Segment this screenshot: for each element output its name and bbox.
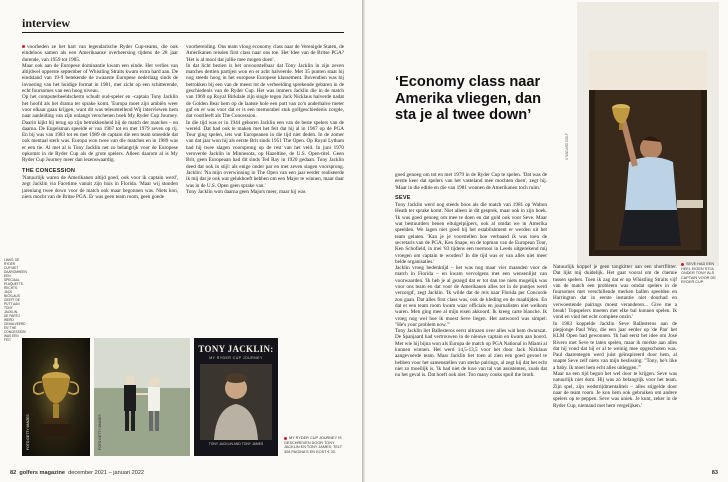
paragraph bbox=[22, 44, 178, 63]
book-title: TONY JACKLIN: bbox=[198, 344, 274, 354]
paragraph: Tony Jacklin werd nog steeds boos als die match van 1981 op Walton Heath ter sprake komt. Niet alleen in dit gesprek, maar ook in zijn boek. 'Ik was goed genoeg om mee te doen en dat gold ook voor Seve. Maar wat bestuurders benen eltuigelpijpers, ook al omdat we in Amerika speelden. We lagen niet goed bij het establishment er werden uit het team gelaten. 'Kan je je voorstellen hoe verbaasd ik was toen de secretaris van de PGA, Ken Snape, en de topman van de European Tour, Ken Schofield, in mei '83 tijdens een toernooi in Leeds uitgerekend mij vroegen om captain te worden? In die tijd was er van alles niet meer belde organisaties.' bbox=[395, 202, 547, 265]
trophy-icon bbox=[22, 338, 90, 456]
paragraph: Jacklin vroeg bedenktijd – het was nog maar vier maanden voor de match in Florida – en kwam vervolgens met een wensenlijst van voorwaarden. 'Ik heb je al gezegd dat er tot dan toe niets mogelijk was voor ons team en dat voor de Amerikanen alles tot in de puntjes werd verzorgd', zegt Jacklin. 'Ik wilde dat de reis naar Florida per Concorde zou gaan. Dat alles first class was, ook de kleding en de maaltijden. En dat er een team room kwam waar officials en journalisten niet welkom waren. Men ging mee al mijn eisen akkoord. Ik kreeg carte blanche. Ik vroeg nog wel hoe ik moest Seve liegen. Het antwoord was simpel: "He's your problem now."' bbox=[395, 265, 547, 328]
section-rule bbox=[22, 32, 344, 33]
left-side-caption: LINKS: DE RYDER CUP MET DAAROMHEEN EEN SPECIAAL PLAQUETTE. RECHTS: JACK NICKLAUS GEEFT DE PUTT AAN TONY JACKLIN. DE PARTIJ WERD GEHALVEERD EN 'THE CONCESSION' WAS EEN FEIT. bbox=[4, 258, 27, 342]
caption-bullet-icon bbox=[681, 263, 684, 266]
paragraph: 'Natuurlijk waren de Amerikanen altijd goed, ook voor ik captain werd', zegt Jacklin via Facetime vanuit zijn huis in Florida. 'Maar wij stonden jarenlang twee down voor de match ook maar begonnen was. Niets kon, niets mocht van de Britse PGA. Er was geen team room, geen goede bbox=[22, 174, 178, 200]
paragraph: Op het computerbeeldscherm schudt oud-speler en -captain Tony Jacklin het hoofd als het drama ter sprake komt. 'Europa moet zijn ambiën weer voor elkaar gaan krijgen, want dit was teleurstellend Wij interviewen hem naar aanleiding van zijn onlangs verschenen boek My Ryder Cup Journey. Daarin kijkt hij terug op zijn betrokkenheid bij de match der matches – en daarna. De Engelsman speelde er van 1967 tot en met 1979 zeven op rij. En bij was van 1983 tot en met 1989 de captain die een team smeedde dat ook mentaal sterk was. Europa won twee van die matches en in 1989 was er een tie. Al met al is Tony Jacklin net zo belangrijk voor de Europese opkomst in de Ryder Cup als de grote spelers. Alleen daarom al is My Ryder Cup Journey meer dan lezenswaardig. bbox=[22, 94, 178, 164]
paragraph: Natuurlijk koppel je geen tongkitter aan een shortflitter. Dat lijkt mij duidelijk. Het gaat vooral om de chemie tussen spelers. Toen ik zag dat er op Whistling Straits vijf van de match een probleem was omdat spelers in de foursomes met verschillende merken ballen speelden en Harrington dat in eerste instantie niet doorhad en verwoestende pairings moest veranderen... Give me a break! Topspelers moeten met elke bal kunnen spelen. Ik vond en vind het echt complete onzin.' bbox=[553, 264, 677, 321]
paragraph: Maar ook aan de Europese dominantie kwam een einde. Het verlies van altijdwel opperste september of Whistling Straits kwam extra hard aan. De eindstand van 19-9 betekende de zwaarste Europese nederlaag sinds de invoering van het huidige format in 1981, met zicht op een schitterende, echt foursomes van een hoog niveau. bbox=[22, 62, 178, 95]
page-number: 82 bbox=[10, 470, 17, 476]
book-cover bbox=[194, 338, 278, 456]
magazine-name: golfers magazine bbox=[19, 470, 66, 476]
left-column-1 bbox=[22, 44, 178, 200]
subhead-concession: THE CONCESSION bbox=[22, 167, 76, 174]
book-subtitle: MY RYDER CUP JOURNEY bbox=[209, 356, 263, 360]
left-page bbox=[0, 0, 363, 482]
seve-photo-frame bbox=[577, 2, 719, 266]
paragraph-text: voorheden ze het hart van legendarische Ryder Cup-teams, die ook eindeloos samen als een Amerikaanse overheersing tijdens de 28 jaar durende, van 1959 tot 1985. bbox=[22, 44, 178, 63]
paragraph: goed genoeg om tot en met 1979 in de Ryder Cup te spelen. 'Dat was de eerste keer dat spelers van het vasteland mee mochten doen', zegt hij. 'Maar in die editie en die van 1981 wonnen de Amerikanen toch ruim.' bbox=[395, 172, 547, 191]
golfers-handshake-icon bbox=[94, 338, 190, 456]
paragraph: Maar na een tijd begon het wel door te krijgen. Seve was natuurlijk niet dom. Hij was zó belangrijk voor het team. Zijn spel, zijn wedstrijdmentaliteit – alles stijgelde door naar de team room. Je kon hem ook gebruiken om andere spelers op te peppen. Seve was uniek. Je kunt, zeker in de Ryder Cup, niemand met hem vergelijken.' bbox=[553, 371, 677, 409]
paragraph: voorbereiding. Ons team vloog economy class naar de Verenigde Staten, de Amerikanen reisden first class naar ons toe. Het Idee van de Britse PGA? 'Het is al mooi dat jullie mee mogen doen'. bbox=[186, 44, 344, 63]
photo-strip bbox=[22, 338, 344, 456]
paragraph: In dat licht bezien is het onvoorstelbaar dat Tony Jacklin in zijn zeven matches dertien partijen won en er acht halveerde. Met 35 punten staat hij nog steeds hoog in het europese Europese klassement. Bovendien was hij betrokken bij een van de meest tot de verbeelding sprekende gebaren in de geschiedenis van de Ryder Cup. Het was immers Jacklin die in de match van 1969 op Royal Birkdale zijn single tegen Jack Nicklaus halverde nadat de Golden Bear hem op de laatste hole een putt van zo'n anderhalve meter gaf en er was voor dat er is een memorabel stuk golfgeschiedenis zorgde, dat voortleeft als The Concession. bbox=[186, 62, 344, 120]
left-column-2 bbox=[186, 44, 344, 195]
pull-quote-headline: ‘Economy class naar Amerika vliegen, dan sta je al twee down’ bbox=[395, 74, 541, 124]
folio-left bbox=[10, 470, 144, 476]
lead-bullet-icon bbox=[22, 45, 25, 48]
book-caption bbox=[284, 436, 346, 454]
right-column-1 bbox=[395, 172, 547, 379]
folio-right bbox=[712, 470, 718, 476]
seve-photo-caption bbox=[681, 262, 721, 285]
photo-credit: STANDARD GOLF bbox=[565, 133, 569, 160]
section-tag: interview bbox=[22, 16, 70, 30]
book-caption-text: MY RYDER CUP JOURNEY IS GESCHREVEN DOOR TONY JACKLIN EN TONY JAMES, TELT 328 PAGINA'S EN KOST € 30. bbox=[284, 436, 343, 454]
book-author: TONY JACKLIN AND TONY JAMES bbox=[208, 442, 264, 446]
photo-credit: FOTO GETTY IMAGES bbox=[98, 414, 102, 450]
right-page bbox=[365, 0, 728, 482]
seve-caption-text: SEVE HAD EEN HEEL EIGEN STIJL ONDER TONY ALS CAPTAIN VOOR DE RYDER CUP. bbox=[681, 262, 716, 285]
golfer-portrait-icon bbox=[200, 364, 272, 440]
subhead-seve: SEVE bbox=[395, 194, 411, 201]
paragraph: In 1983 koppelde Jacklin Seve Ballesteros aan de piepjonge Paul Way, die een jaar eerder op 'de Pan' het KLM Open had gewonnen. 'Ik had eerst het idee om José Rivero met Seve te laten spelen, maar ik merkte aan alles dat hij vond dat hij er al te weinig mee opgeschoten was. Paul daarentegen werd juist geïnspireerd door hem, al snapte Seve zelf niets van mijn beslissing: "Tony, he's like a baby. Ik moet hem echt alles uitleggen."' bbox=[553, 320, 677, 371]
page-number: 83 bbox=[711, 470, 718, 476]
paragraph: Tony Jacklin liet Ballesteros eerst uitrazen over alles wat hem dwarszat. De Spanjaard had vertrouwen in de nieuwe captain en kwam aan boord. Met wie hij bijna won als Europa de match op PGA National in Miami al kunnen winnen. Het werd 14,5-13,5 voor het door Jack Nicklaus aangevoerde team. Maar Jacklin liet toen al zien een goed gevoel te hebben voor het samenstellen van sterke pairings, al zegt hij dat het echt niet zo moeilijk is. 'Ik had niet de luxe van tal van assistenten, zoals dat nu het geval is. Dat hoeft ook niet. Too many cooks spoil the broth. bbox=[395, 328, 547, 379]
golfer-with-trophy-icon bbox=[589, 50, 707, 256]
caption-bullet-icon bbox=[284, 437, 287, 440]
concession-photo bbox=[94, 338, 190, 456]
photo-credit: FOTO GETTY IMAGES bbox=[26, 414, 30, 450]
right-column-2 bbox=[553, 264, 677, 409]
paragraph: Tony Jacklin won daarna geen Majors meer, maar hij was bbox=[186, 188, 306, 195]
ryder-cup-photo bbox=[22, 338, 90, 456]
seve-photo bbox=[589, 50, 707, 256]
issue-date: december 2021 – januari 2022 bbox=[68, 470, 145, 476]
paragraph: In die tijd was er in 1944 geboren Jacklin een van de beste spelers van de wereld. Dat had ook te maken met het feit dat hij al in 1967 op de PGA Tour ging spelen, iets wat Europeanen in die tijd niet deden. In de zomer van dat jaar won hij als eerste Brit sinds 1951 The Open. Op Royal Lytham had hij twee slagen voorsprong op de rest van het veld. In juni 1970 veroverde Jacklin in Minnesota, op Hazeltine, de U.S. Open-titel. Geen Brit, geen Europeaan had dit sinds Ted Ray in 1920 gedaan. Tony Jacklin deed dat ook in stijl: als enige onder par en met zeven slagen voorsprong. Jacklin: 'Na mijn overwinning in The Open van een jaar eerder realiseerde ik mij dat je ook wat gelukhoeft hebben om een Major te winnen, maar daar was in de U.S. Open geen sprake van.' bbox=[186, 119, 344, 189]
